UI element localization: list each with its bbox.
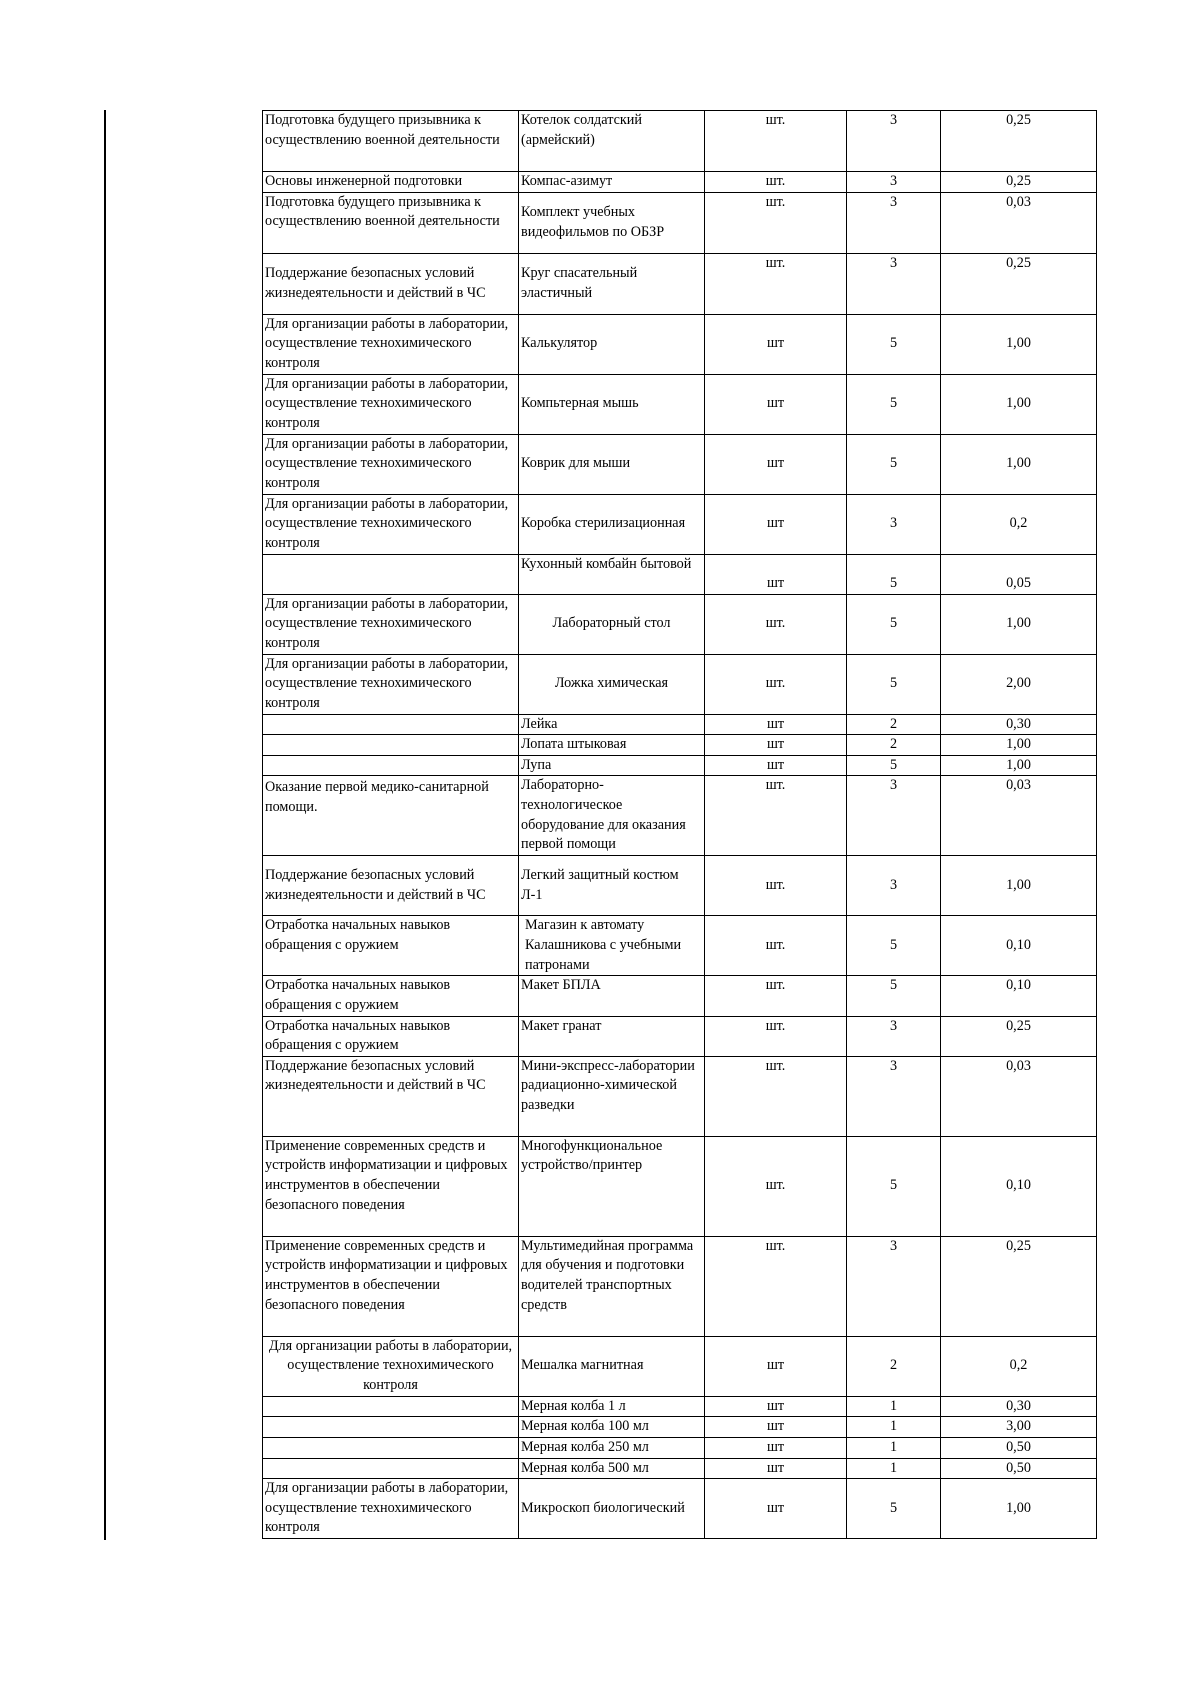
qty-cell: 3 (847, 776, 941, 856)
table-row (263, 1016, 1097, 1056)
norm-cell: 1,00 (941, 755, 1097, 776)
qty-cell: 3 (847, 856, 941, 916)
unit-cell: шт. (705, 776, 847, 856)
unit-cell: шт. (705, 111, 847, 172)
unit-cell: шт (705, 1479, 847, 1539)
table-row (263, 1479, 1097, 1539)
norm-cell: 1,00 (941, 314, 1097, 374)
item-cell: Лабораторный стол (519, 594, 705, 654)
item-cell: Калькулятор (519, 314, 705, 374)
norm-cell: 0,03 (941, 1056, 1097, 1136)
norm-cell: 1,00 (941, 374, 1097, 434)
unit-cell: шт (705, 714, 847, 735)
table-row (263, 554, 1097, 594)
purpose-cell: Поддержание безопасных условий жизнедеятельности и действий в ЧС (263, 253, 519, 314)
purpose-cell (263, 735, 519, 756)
norm-cell: 0,10 (941, 976, 1097, 1016)
qty-cell: 5 (847, 374, 941, 434)
purpose-cell (263, 1417, 519, 1438)
table-row (263, 1396, 1097, 1417)
unit-cell: шт (705, 1458, 847, 1479)
item-cell: Макет гранат (519, 1016, 705, 1056)
purpose-cell (263, 755, 519, 776)
table-row (263, 735, 1097, 756)
qty-cell: 3 (847, 1056, 941, 1136)
qty-cell: 5 (847, 554, 941, 594)
purpose-cell: Для организации работы в лаборатории, осуществление технохимического контроля (263, 374, 519, 434)
table-row (263, 494, 1097, 554)
norm-cell: 0,30 (941, 1396, 1097, 1417)
left-margin-rule (104, 110, 106, 1540)
table-row (263, 434, 1097, 494)
norm-cell: 0,50 (941, 1437, 1097, 1458)
norm-cell: 0,2 (941, 494, 1097, 554)
item-cell: Компас-азимут (519, 172, 705, 193)
item-cell: Мультимедийная программа для обучения и подготовки водителей транспортных средств (519, 1236, 705, 1336)
unit-cell: шт. (705, 856, 847, 916)
item-cell: Ложка химическая (519, 654, 705, 714)
norm-cell: 0,30 (941, 714, 1097, 735)
unit-cell: шт (705, 735, 847, 756)
purpose-cell: Подготовка будущего призывника к осуществлению военной деятельности (263, 192, 519, 253)
norm-cell: 0,50 (941, 1458, 1097, 1479)
item-cell: Лупа (519, 755, 705, 776)
purpose-cell: Для организации работы в лаборатории, осуществление технохимического контроля (263, 594, 519, 654)
table-row (263, 192, 1097, 253)
purpose-cell: Поддержание безопасных условий жизнедеятельности и действий в ЧС (263, 1056, 519, 1136)
item-cell: Макет БПЛА (519, 976, 705, 1016)
purpose-cell: Отработка начальных навыков обращения с оружием (263, 916, 519, 976)
purpose-cell (263, 1458, 519, 1479)
item-cell: Мини-экспресс-лаборатории радиационно-химической разведки (519, 1056, 705, 1136)
table-row (263, 1417, 1097, 1438)
qty-cell: 5 (847, 1479, 941, 1539)
purpose-cell: Применение современных средств и устройств информатизации и цифровых инструментов в обеспечении безопасного поведения (263, 1236, 519, 1336)
unit-cell: шт. (705, 253, 847, 314)
table-row (263, 594, 1097, 654)
item-cell: Мерная колба 1 л (519, 1396, 705, 1417)
qty-cell: 3 (847, 253, 941, 314)
qty-cell: 3 (847, 192, 941, 253)
item-cell: Коробка стерилизационная (519, 494, 705, 554)
qty-cell: 5 (847, 594, 941, 654)
item-cell: Мерная колба 500 мл (519, 1458, 705, 1479)
table-row (263, 755, 1097, 776)
item-cell: Магазин к автомату Калашникова с учебными патронами (519, 916, 705, 976)
unit-cell: шт (705, 374, 847, 434)
table-row (263, 172, 1097, 193)
table-row (263, 374, 1097, 434)
item-cell: Мерная колба 100 мл (519, 1417, 705, 1438)
table-row (263, 1056, 1097, 1136)
item-cell: Микроскоп биологический (519, 1479, 705, 1539)
norm-cell: 0,2 (941, 1336, 1097, 1396)
unit-cell: шт (705, 554, 847, 594)
norm-cell: 0,25 (941, 172, 1097, 193)
item-cell: Лабораторно-технологическое оборудование для оказания первой помощи (519, 776, 705, 856)
item-cell: Легкий защитный костюм Л-1 (519, 856, 705, 916)
table-row (263, 1136, 1097, 1236)
purpose-cell: Основы инженерной подготовки (263, 172, 519, 193)
table-row (263, 253, 1097, 314)
item-cell: Круг спасательный эластичный (519, 253, 705, 314)
norm-cell: 2,00 (941, 654, 1097, 714)
norm-cell: 0,10 (941, 1136, 1097, 1236)
purpose-cell: Отработка начальных навыков обращения с оружием (263, 1016, 519, 1056)
qty-cell: 1 (847, 1458, 941, 1479)
norm-cell: 0,03 (941, 776, 1097, 856)
unit-cell: шт. (705, 172, 847, 193)
norm-cell: 1,00 (941, 434, 1097, 494)
item-cell: Коврик для мыши (519, 434, 705, 494)
qty-cell: 3 (847, 1016, 941, 1056)
qty-cell: 2 (847, 1336, 941, 1396)
item-cell: Мерная колба 250 мл (519, 1437, 705, 1458)
table-row (263, 314, 1097, 374)
unit-cell: шт. (705, 654, 847, 714)
qty-cell: 3 (847, 494, 941, 554)
norm-cell: 0,10 (941, 916, 1097, 976)
purpose-cell (263, 1396, 519, 1417)
table-row (263, 976, 1097, 1016)
norm-cell: 1,00 (941, 735, 1097, 756)
purpose-cell: Для организации работы в лаборатории, осуществление технохимического контроля (263, 654, 519, 714)
qty-cell: 1 (847, 1437, 941, 1458)
unit-cell: шт. (705, 1236, 847, 1336)
item-cell: Котелок солдатский (армейский) (519, 111, 705, 172)
unit-cell: шт (705, 434, 847, 494)
norm-cell: 1,00 (941, 594, 1097, 654)
qty-cell: 2 (847, 735, 941, 756)
qty-cell: 1 (847, 1417, 941, 1438)
unit-cell: шт (705, 1437, 847, 1458)
qty-cell: 5 (847, 1136, 941, 1236)
qty-cell: 5 (847, 654, 941, 714)
qty-cell: 5 (847, 314, 941, 374)
qty-cell: 5 (847, 976, 941, 1016)
qty-cell: 5 (847, 434, 941, 494)
item-cell: Компьтерная мышь (519, 374, 705, 434)
purpose-cell: Для организации работы в лаборатории, осуществление технохимического контроля (263, 434, 519, 494)
qty-cell: 3 (847, 172, 941, 193)
norm-cell: 1,00 (941, 856, 1097, 916)
qty-cell: 3 (847, 1236, 941, 1336)
unit-cell: шт (705, 314, 847, 374)
purpose-cell (263, 1437, 519, 1458)
unit-cell: шт (705, 1396, 847, 1417)
table-row (263, 856, 1097, 916)
purpose-cell (263, 714, 519, 735)
purpose-cell: Для организации работы в лаборатории, осуществление технохимического контроля (263, 1336, 519, 1396)
unit-cell: шт. (705, 1136, 847, 1236)
purpose-cell: Поддержание безопасных условий жизнедеятельности и действий в ЧС (263, 856, 519, 916)
table-row (263, 1236, 1097, 1336)
item-cell: Комплект учебных видеофильмов по ОБЗР (519, 192, 705, 253)
norm-cell: 1,00 (941, 1479, 1097, 1539)
qty-cell: 5 (847, 916, 941, 976)
unit-cell: шт (705, 494, 847, 554)
unit-cell: шт (705, 1417, 847, 1438)
qty-cell: 3 (847, 111, 941, 172)
purpose-cell: Оказание первой медико-санитарной помощи. (263, 776, 519, 856)
qty-cell: 5 (847, 755, 941, 776)
table-row (263, 654, 1097, 714)
item-cell: Многофункциональное устройство/принтер (519, 1136, 705, 1236)
purpose-cell: Для организации работы в лаборатории, осуществление технохимического контроля (263, 1479, 519, 1539)
norm-cell: 0,03 (941, 192, 1097, 253)
item-cell: Лопата штыковая (519, 735, 705, 756)
unit-cell: шт (705, 755, 847, 776)
unit-cell: шт. (705, 1056, 847, 1136)
table-row (263, 1458, 1097, 1479)
equipment-table (262, 110, 1097, 1539)
norm-cell: 3,00 (941, 1417, 1097, 1438)
purpose-cell: Для организации работы в лаборатории, осуществление технохимического контроля (263, 494, 519, 554)
table-row (263, 111, 1097, 172)
unit-cell: шт. (705, 976, 847, 1016)
norm-cell: 0,25 (941, 1236, 1097, 1336)
table-row (263, 1437, 1097, 1458)
norm-cell: 0,25 (941, 253, 1097, 314)
qty-cell: 1 (847, 1396, 941, 1417)
qty-cell: 2 (847, 714, 941, 735)
purpose-cell: Для организации работы в лаборатории, осуществление технохимического контроля (263, 314, 519, 374)
norm-cell: 0,25 (941, 1016, 1097, 1056)
table-row (263, 1336, 1097, 1396)
table-row (263, 916, 1097, 976)
norm-cell: 0,25 (941, 111, 1097, 172)
purpose-cell: Отработка начальных навыков обращения с оружием (263, 976, 519, 1016)
unit-cell: шт. (705, 1016, 847, 1056)
purpose-cell: Применение современных средств и устройств информатизации и цифровых инструментов в обеспечении безопасного поведения (263, 1136, 519, 1236)
item-cell: Лейка (519, 714, 705, 735)
unit-cell: шт (705, 1336, 847, 1396)
item-cell: Кухонный комбайн бытовой (519, 554, 705, 594)
table-row (263, 714, 1097, 735)
norm-cell: 0,05 (941, 554, 1097, 594)
unit-cell: шт. (705, 916, 847, 976)
purpose-cell (263, 554, 519, 594)
table-row (263, 776, 1097, 856)
item-cell: Мешалка магнитная (519, 1336, 705, 1396)
purpose-cell: Подготовка будущего призывника к осуществлению военной деятельности (263, 111, 519, 172)
unit-cell: шт. (705, 192, 847, 253)
unit-cell: шт. (705, 594, 847, 654)
